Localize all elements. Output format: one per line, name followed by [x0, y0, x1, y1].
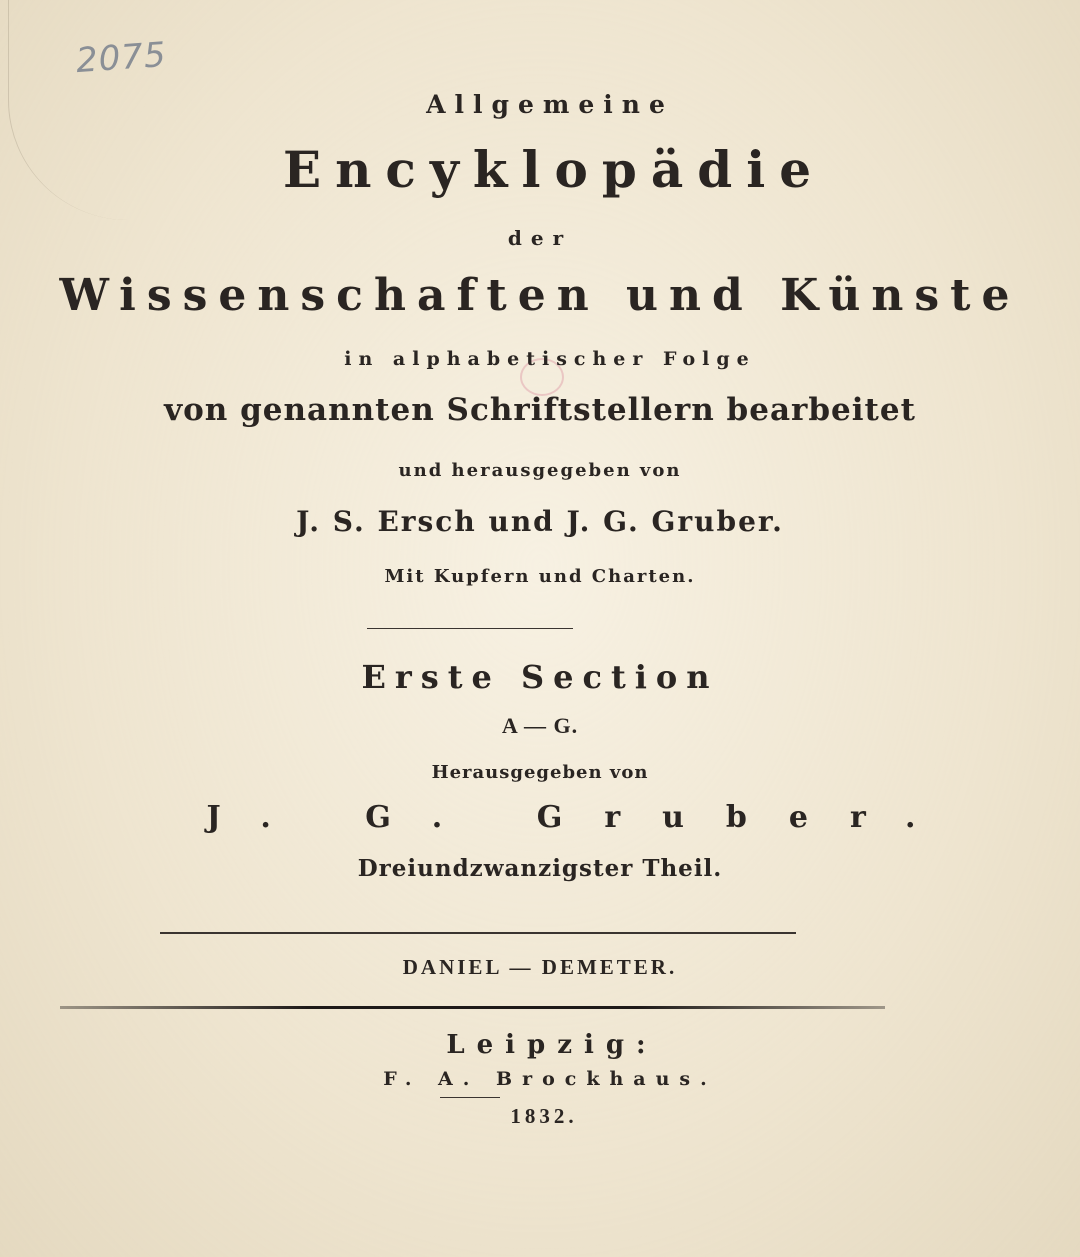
imprint-year: 1832.: [510, 1104, 578, 1128]
imprint-publisher: F. A. Brockhaus.: [383, 1068, 717, 1090]
section-title: Erste Section: [361, 658, 719, 696]
divider-long: [160, 932, 796, 934]
volume-range: DANIEL — DEMETER.: [402, 955, 678, 979]
divider-thick: [60, 1006, 885, 1009]
title-encyklopaedie: Encyklopädie: [282, 140, 826, 199]
editors-names: J. S. Ersch und J. G. Gruber.: [296, 505, 784, 538]
divider-tiny: [440, 1097, 500, 1098]
title-allgemeine: Allgemeine: [426, 90, 674, 119]
editors-intro: und herausgegeben von: [398, 460, 682, 481]
volume-part: Dreiundzwanzigster Theil.: [357, 855, 723, 882]
archive-number: 2075: [74, 34, 168, 82]
section-editor-intro: Herausgegeben von: [431, 762, 649, 783]
imprint-place: Leipzig:: [446, 1030, 658, 1060]
section-editor-name: J. G. Gruber.: [206, 800, 958, 835]
section-range: A — G.: [501, 713, 579, 738]
subtitle-bearbeitet: von genannten Schriftstellern bearbeitet: [164, 392, 916, 428]
subtitle-folge: in alphabetischer Folge: [344, 348, 756, 370]
title-wissenschaften: Wissenschaften und Künste: [59, 270, 1021, 321]
divider-short: [367, 628, 573, 629]
illustrations-note: Mit Kupfern und Charten.: [384, 566, 696, 587]
title-der: der: [507, 226, 573, 250]
